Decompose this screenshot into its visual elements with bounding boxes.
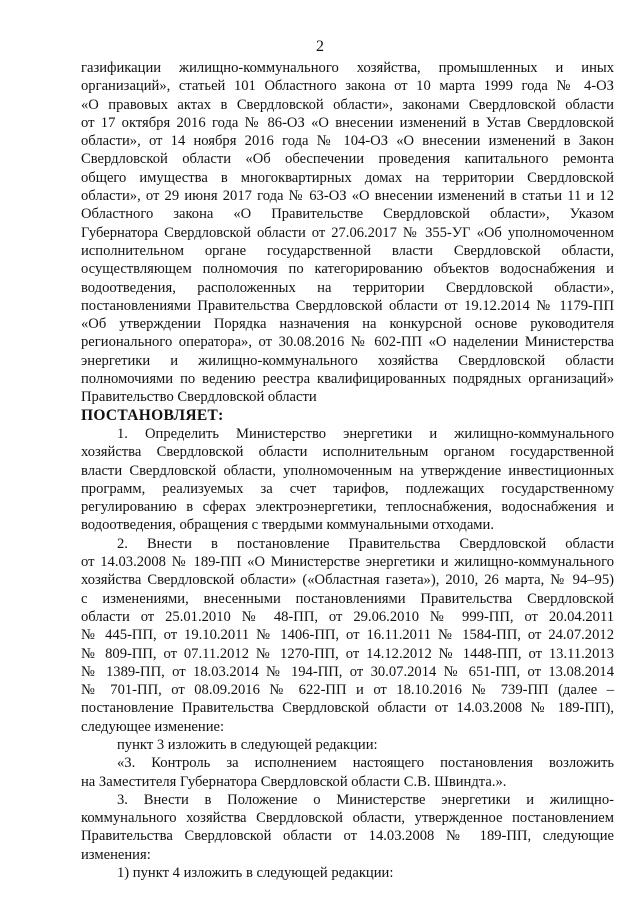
text-line: коммунального хозяйства Свердловской области, утвержденное постановлением: [81, 810, 614, 827]
text-line: «3. Контроль за исполнением настоящего постановления возложить: [117, 755, 614, 772]
text-line: с изменениями, внесенными постановлениями Правительства Свердловской: [81, 590, 614, 607]
text-line: регулированию в сферах электроэнергетики, теплоснабжения, водоснабжения и: [81, 499, 614, 516]
text-line: Правительство Свердловской области: [81, 389, 317, 406]
text-line: области», от 14 ноября 2016 года № 104-ОЗ «О внесении изменений в Закон: [81, 133, 614, 150]
document-body: [81, 59, 614, 882]
text-line: Областного закона «О Правительстве Свердловской области», Указом: [81, 206, 614, 223]
text-line: водоотведения, обращения с твердыми коммунальными отходами.: [81, 517, 494, 534]
text-line: пункт 3 изложить в следующей редакции:: [117, 736, 378, 753]
text-line: № 809-ПП, от 07.11.2012 № 1270-ПП, от 14.12.2012 № 1448-ПП, от 13.11.2013: [81, 645, 614, 662]
text-line: от 17 октября 2016 года № 86-ОЗ «О внесении изменений в Устав Свердловской: [81, 114, 614, 131]
text-line: постановлениями Правительства Свердловской области от 19.12.2014 № 1179-ПП: [81, 297, 614, 314]
text-line: Губернатора Свердловской области от 27.06.2017 № 355-УГ «Об уполномоченном: [81, 224, 614, 241]
text-line: общего имущества в многоквартирных домах на территории Свердловской: [81, 169, 614, 186]
text-line: полномочиями по ведению реестра квалифицированных подрядных организаций»: [81, 371, 614, 388]
text-line: Свердловской области «Об обеспечении проведения капитального ремонта: [81, 151, 614, 168]
text-line: от 14.03.2008 № 189-ПП «О Министерстве энергетики и жилищно-коммунального: [81, 554, 614, 571]
text-line: власти Свердловской области, уполномоченным на утверждение инвестиционных: [81, 462, 614, 479]
text-line: № 701-ПП, от 08.09.2016 № 622-ПП и от 18.10.2016 № 739-ПП (далее –: [81, 682, 614, 699]
text-line: № 1389-ПП, от 18.03.2014 № 194-ПП, от 30.07.2014 № 651-ПП, от 13.08.2014: [81, 663, 614, 680]
text-line: регионального оператора», от 30.08.2016 № 602-ПП «О наделении Министерства: [81, 334, 614, 351]
text-line: на Заместителя Губернатора Свердловской области С.В. Швиндта.».: [81, 773, 507, 790]
text-line: энергетики и жилищно-коммунального хозяйства Свердловской области: [81, 352, 614, 369]
text-line: хозяйства Свердловской области исполнительным органом государственной: [81, 444, 614, 461]
text-line: области», от 29 июня 2017 года № 63-ОЗ «О внесении изменений в статьи 11 и 12: [81, 188, 614, 205]
text-line: осуществляющем полномочия по категорированию объектов водоснабжения и: [81, 261, 614, 278]
text-line: организаций», статьей 101 Областного закона от 10 марта 1999 года № 4-ОЗ: [81, 78, 614, 95]
text-line: водоотведения, расположенных на территории Свердловской области»,: [81, 279, 614, 296]
text-line: исполнительном органе государственной власти Свердловской области,: [81, 242, 614, 259]
text-line: «Об утверждении Порядка назначения на конкурсной основе руководителя: [81, 316, 614, 333]
text-line: «О правовых актах в Свердловской области», законами Свердловской области: [81, 96, 614, 113]
text-line: 1) пункт 4 изложить в следующей редакции:: [117, 865, 394, 882]
text-line: изменения:: [81, 846, 151, 863]
text-line: 2. Внести в постановление Правительства Свердловской области: [117, 535, 614, 552]
section-heading: ПОСТАНОВЛЯЕТ:: [81, 406, 224, 424]
text-line: Правительства Свердловской области от 14.03.2008 № 189-ПП, следующие: [81, 828, 614, 845]
text-line: программ, реализуемых за счет тарифов, подлежащих государственному: [81, 480, 614, 497]
text-line: 1. Определить Министерство энергетики и жилищно-коммунального: [117, 425, 614, 442]
page-number: 2: [316, 38, 324, 55]
text-line: 3. Внести в Положение о Министерстве энергетики и жилищно-: [117, 791, 614, 808]
text-line: области от 25.01.2010 № 48-ПП, от 29.06.2010 № 999-ПП, от 20.04.2011: [81, 608, 614, 625]
text-line: № 445-ПП, от 19.10.2011 № 1406-ПП, от 16.11.2011 № 1584-ПП, от 24.07.2012: [81, 627, 614, 644]
text-line: газификации жилищно-коммунального хозяйства, промышленных и иных: [81, 60, 614, 76]
text-line: следующее изменение:: [81, 718, 225, 735]
text-line: хозяйства Свердловской области» («Областная газета»), 2010, 26 марта, № 94–95): [81, 572, 614, 589]
text-line: постановление Правительства Свердловской области от 14.03.2008 № 189-ПП),: [81, 700, 614, 717]
